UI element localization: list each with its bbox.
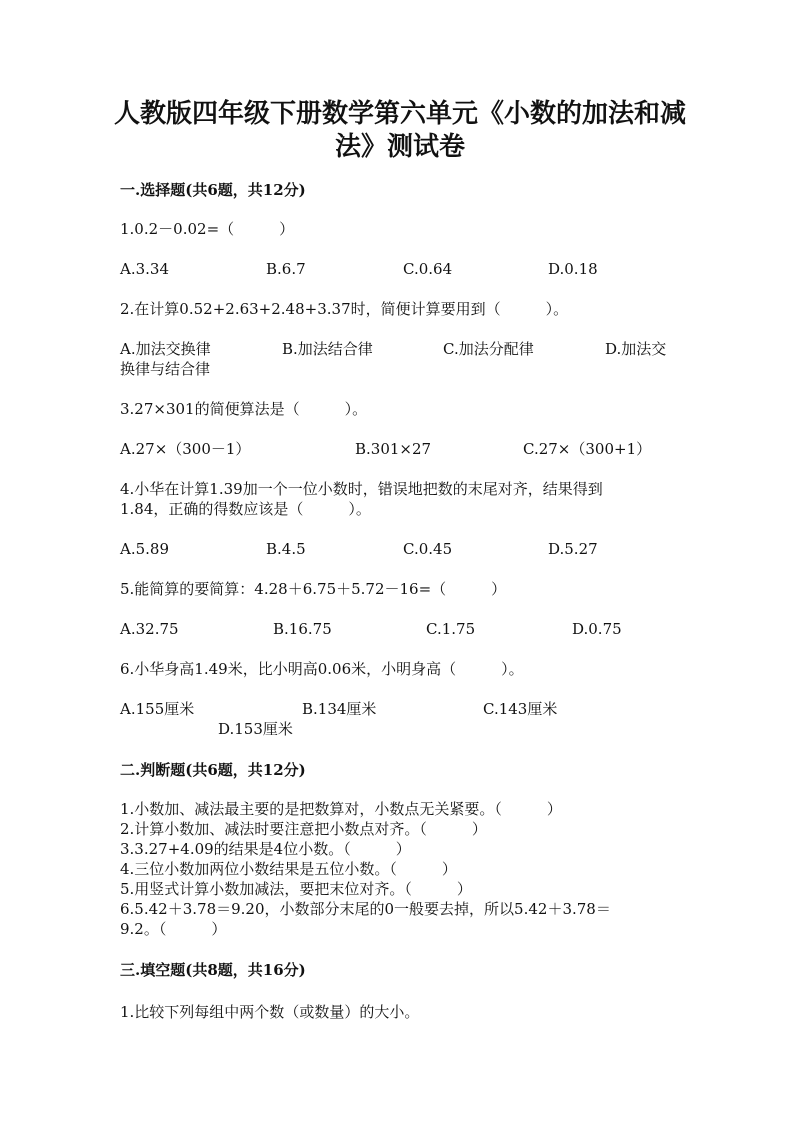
section-heading-judge: 二.判断题(共6题，共12分) [120, 761, 306, 779]
question-stem: 4.小华在计算1.39加一个一位小数时，错误地把数的末尾对齐，结果得到 [120, 480, 603, 498]
option-a: A.32.75 [120, 620, 179, 638]
question-stem-line2: 1.84，正确的得数应该是（ ）。 [120, 500, 371, 518]
option-c: C.1.75 [426, 620, 476, 638]
option-d: D.0.18 [548, 260, 598, 278]
question-stem: 1.0.2－0.02=（ ） [120, 220, 295, 238]
option-c: C.143厘米 [483, 700, 558, 718]
question-stem: 2.在计算0.52+2.63+2.48+3.37时，简便计算要用到（ ）。 [120, 300, 569, 318]
page-title [110, 98, 690, 164]
option-c: C.0.64 [403, 260, 453, 278]
option-c: C.0.45 [403, 540, 453, 558]
question-stem: 5.能简算的要简算：4.28＋6.75＋5.72－16=（ ） [120, 580, 507, 598]
option-b: B.加法结合律 [282, 340, 373, 358]
title-line-2: 法》测试卷 [334, 132, 465, 162]
option-d: D.5.27 [548, 540, 598, 558]
option-a: A.加法交换律 [120, 340, 211, 358]
option-a: A.27×（300－1） [120, 440, 251, 458]
judge-item: 3.3.27+4.09的结果是4位小数。（ ） [120, 840, 411, 858]
option-c: C.27×（300+1） [523, 440, 652, 458]
judge-item: 5.用竖式计算小数加减法，要把末位对齐。（ ） [120, 880, 472, 898]
option-b: B.16.75 [273, 620, 332, 638]
judge-item: 2.计算小数加、减法时要注意把小数点对齐。（ ） [120, 820, 487, 838]
option-b: B.4.5 [266, 540, 306, 558]
judge-item: 4.三位小数加两位小数结果是五位小数。（ ） [120, 860, 457, 878]
option-b: B.301×27 [355, 440, 432, 458]
option-d: D.加法交 [605, 340, 667, 358]
judge-item-line2: 9.2。（ ） [120, 920, 227, 938]
judge-item: 1.小数加、减法最主要的是把数算对，小数点无关紧要。（ ） [120, 800, 562, 818]
option-d: D.153厘米 [218, 720, 293, 738]
option-a: A.3.34 [120, 260, 169, 278]
question-stem: 3.27×301的简便算法是（ ）。 [120, 400, 368, 418]
option-d-wrap: 换律与结合律 [120, 360, 211, 378]
title-line-1: 人教版四年级下册数学第六单元《小数的加法和减 [113, 99, 686, 129]
judge-item: 6.5.42＋3.78＝9.20，小数部分末尾的0一般要去掉，所以5.42＋3.78＝ [120, 900, 611, 918]
option-b: B.134厘米 [302, 700, 377, 718]
option-a: A.5.89 [120, 540, 169, 558]
section-heading-choice: 一.选择题(共6题，共12分) [120, 181, 306, 199]
option-a: A.155厘米 [120, 700, 195, 718]
question-stem: 6.小华身高1.49米，比小明高0.06米，小明身高（ ）。 [120, 660, 524, 678]
section-heading-fill: 三.填空题(共8题，共16分) [120, 961, 306, 979]
option-b: B.6.7 [266, 260, 306, 278]
option-c: C.加法分配律 [443, 340, 534, 358]
option-d: D.0.75 [572, 620, 622, 638]
fill-item: 1.比较下列每组中两个数（或数量）的大小。 [120, 1003, 420, 1021]
